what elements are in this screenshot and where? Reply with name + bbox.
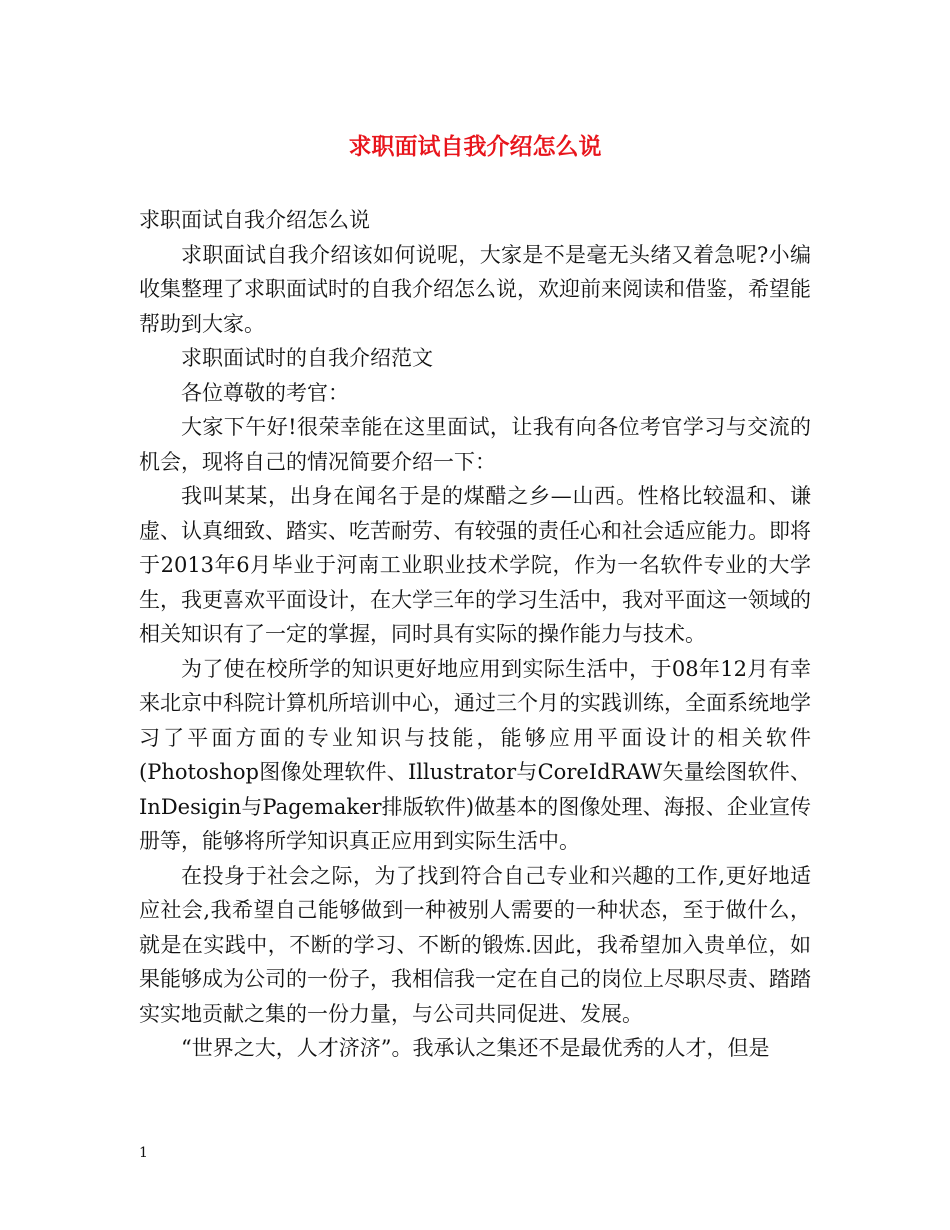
paragraph-closing: “世界之大，人才济济”。我承认之集还不是最优秀的人才，但是 bbox=[181, 1036, 770, 1060]
paragraph-training: 为了使在校所学的知识更好地应用到实际生活中，于08年12月有幸来北京中科院计算机所培训中心，通过三个月的实践训练，全面系统地学习了平面方面的专业知识与技能，能够应用平面设计的相关软件(Photoshop图像处理软件、Illustrator与CoreIdRAW矢量绘图软件、InDesigin与Pagemaker排版软件)做基本的图像处理、海报、企业宣传册等，能够将所学知识真正应用到实际生活中。 bbox=[139, 656, 811, 853]
page-number: 1 bbox=[139, 1145, 148, 1161]
paragraph-section-title: 求职面试时的自我介绍范文 bbox=[181, 346, 433, 370]
paragraph-personal-info: 我叫某某，出身在闻名于是的煤醋之乡—山西。性格比较温和、谦虚、认真细致、踏实、吃苦耐劳、有较强的责任心和社会适应能力。即将于2013年6月毕业于河南工业职业技术学院，作为一名软件专业的大学生，我更喜欢平面设计，在大学三年的学习生活中，我对平面这一领域的相关知识有了一定的掌握，同时具有实际的操作能力与技术。 bbox=[139, 484, 811, 646]
paragraph-intro: 求职面试自我介绍该如何说呢，大家是不是毫无头绪又着急呢?小编收集整理了求职面试时的自我介绍怎么说，欢迎前来阅读和借鉴，希望能帮助到大家。 bbox=[139, 242, 811, 336]
paragraph-greeting: 大家下午好!很荣幸能在这里面试，让我有向各位考官学习与交流的机会，现将自己的情况简要介绍一下： bbox=[139, 415, 811, 474]
paragraph-aspiration: 在投身于社会之际，为了找到符合自己专业和兴趣的工作,更好地适应社会,我希望自己能够做到一种被别人需要的一种状态，至于做什么，就是在实践中，不断的学习、不断的锻炼.因此，我希望加入贵单位，如果能够成为公司的一份子，我相信我一定在自己的岗位上尽职尽责、踏踏实实地贡献之集的一份力量，与公司共同促进、发展。 bbox=[139, 863, 811, 1026]
paragraph-salutation: 各位尊敬的考官： bbox=[181, 380, 349, 405]
paragraph-heading: 求职面试自我介绍怎么说 bbox=[139, 208, 370, 232]
document-title: 求职面试自我介绍怎么说 bbox=[348, 134, 602, 160]
document-body bbox=[139, 203, 811, 1066]
